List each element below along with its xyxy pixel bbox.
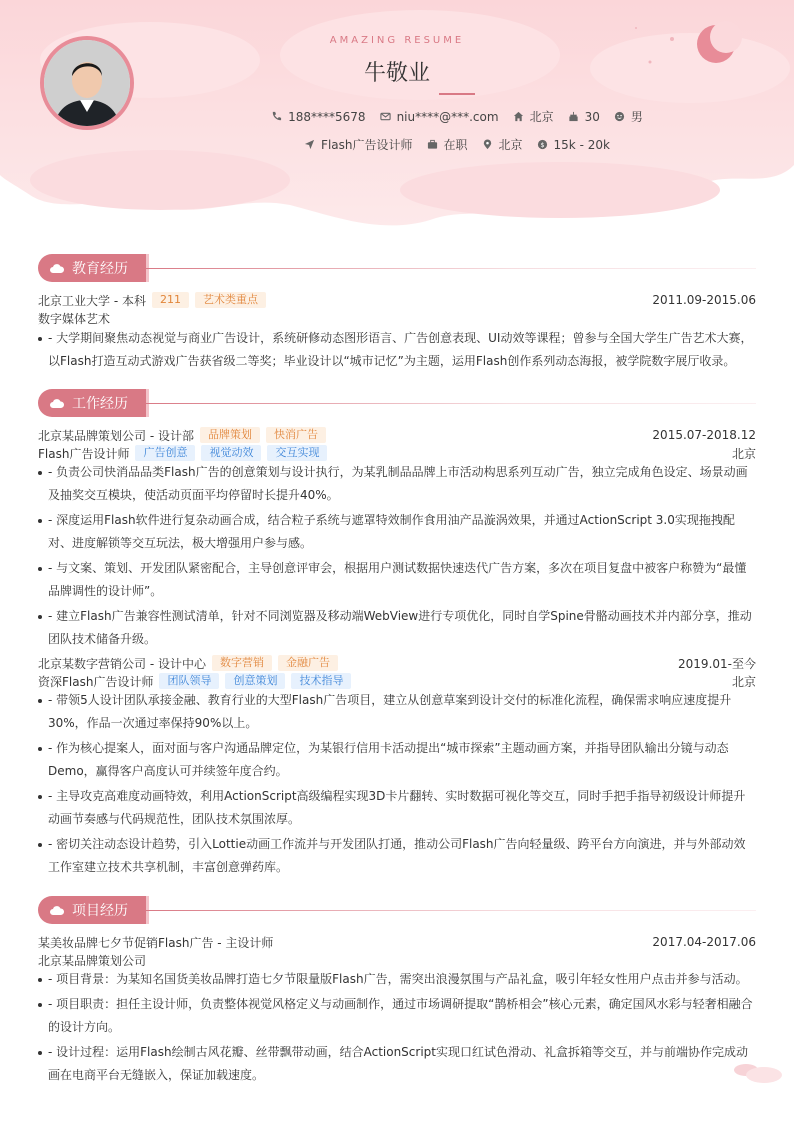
bullet-text: - 深度运用Flash软件进行复杂动画合成，结合粒子系统与遮罩特效制作食用油产品漩涡效果，并通过ActionScript 3.0实现拖拽配对、进度解锁等交互玩法，极大增强用户参与感。 xyxy=(48,513,735,550)
position-text: Flash广告设计师 xyxy=(321,138,413,152)
bullet-text: - 负责公司快消品品类Flash广告的创意策划与设计执行，为某乳制品品牌上市活动构思系列互动广告，独立完成角色设定、场景动画及抽奖交互模块，使活动页面平均停留时长提升40%。 xyxy=(48,465,748,502)
cake-icon xyxy=(568,111,579,122)
list-item xyxy=(38,833,756,879)
major-text: 数字媒体艺术 xyxy=(38,311,111,326)
project-divider xyxy=(146,910,756,911)
cloud-icon xyxy=(50,399,64,408)
bullet-text: - 项目背景：为某知名国货美妆品牌打造七夕节限量版Flash广告，需突出浪漫氛围与产品礼盒，吸引年轻女性用户点击并参与活动。 xyxy=(48,972,748,986)
role-tag: 团队领导 xyxy=(159,673,219,689)
education-divider xyxy=(146,268,756,269)
age-item xyxy=(568,110,600,124)
phone-text: 188****5678 xyxy=(288,109,366,124)
job-intent-row xyxy=(0,136,794,153)
job-bullets xyxy=(38,461,756,653)
salary-text: 15k - 20k xyxy=(553,137,610,152)
education-section-title xyxy=(38,253,146,283)
phone-icon xyxy=(271,111,282,122)
cloud-icon xyxy=(50,906,64,915)
bullet-text: - 建立Flash广告兼容性测试清单，针对不同浏览器及移动端WebView进行专项优化，同时自学Spine骨骼动画技术并内部分享，推动团队技术储备升级。 xyxy=(48,609,752,646)
list-item xyxy=(38,327,756,373)
company-tag: 数字营销 xyxy=(212,655,272,671)
gender-item xyxy=(614,108,643,125)
bullet-text: - 大学期间聚焦动态视觉与商业广告设计，系统研修动态图形语言、广告创意表现、UI动效等课程；曾参与全国大学生广告艺术大赛，以Flash打造互动式游戏广告获省级二等奖；毕业设计以“城市记忆”为主题，运用Flash创作系列动态海报，被学院数字展厅收录。 xyxy=(48,331,753,368)
resume-tagline: AMAZING RESUME xyxy=(329,35,465,46)
role-tag: 技术指导 xyxy=(291,673,351,689)
job-header-row xyxy=(38,654,756,672)
job-role-row xyxy=(38,444,756,462)
email-text: niu****@***.com xyxy=(396,109,499,124)
school-tag: 211 xyxy=(152,292,189,308)
bullet-text: - 密切关注动态设计趋势，引入Lottie动画工作流并与开发团队打通，推动公司Flash广告向轻量级、跨平台方向演进，并与外部动效工作室建立技术共享机制，丰富创意弹药库。 xyxy=(48,837,746,874)
work-section-title xyxy=(38,388,146,418)
project-client-row xyxy=(38,951,756,969)
job-date: 2015.07-2018.12 xyxy=(652,428,756,442)
company-tag: 品牌策划 xyxy=(200,427,260,443)
city-item xyxy=(513,108,554,125)
list-item xyxy=(38,509,756,555)
cloud-icon xyxy=(50,264,64,273)
job-header-row xyxy=(38,426,756,444)
salary-item xyxy=(537,138,610,152)
major-row xyxy=(38,309,756,327)
money-icon xyxy=(537,139,548,150)
education-header-row xyxy=(38,291,756,309)
school-name: 北京工业大学 - 本科 xyxy=(38,293,146,308)
corner-cloud-decoration xyxy=(730,1058,786,1086)
list-item xyxy=(38,1041,756,1087)
send-icon xyxy=(304,139,315,150)
gender-text: 男 xyxy=(630,110,643,124)
target-city-text: 北京 xyxy=(498,138,523,152)
home-icon xyxy=(513,111,524,122)
education-date: 2011.09-2015.06 xyxy=(652,293,756,307)
target-city-item xyxy=(482,136,523,153)
role-tag: 视觉动效 xyxy=(201,445,261,461)
list-item xyxy=(38,689,756,735)
list-item xyxy=(38,605,756,651)
work-title-text: 工作经历 xyxy=(72,396,128,412)
city-text: 北京 xyxy=(529,110,554,124)
project-title-pill xyxy=(38,896,146,924)
email-item xyxy=(380,110,499,124)
school-tag: 艺术类重点 xyxy=(195,292,266,308)
list-item xyxy=(38,993,756,1039)
status-item xyxy=(427,136,468,153)
email-icon xyxy=(380,111,391,122)
role-tag: 广告创意 xyxy=(135,445,195,461)
work-title-pill xyxy=(38,389,146,417)
list-item xyxy=(38,737,756,783)
project-section-title xyxy=(38,895,146,925)
bullet-text: - 设计过程：运用Flash绘制古风花瓣、丝带飘带动画，结合ActionScript实现口红试色滑动、礼盒拆箱等交互，并与前端协作完成动画在电商平台无缝嵌入，保证加载速度。 xyxy=(48,1045,748,1082)
company-name: 北京某数字营销公司 - 设计中心 xyxy=(38,656,206,671)
work-divider xyxy=(146,403,756,404)
briefcase-icon xyxy=(427,139,438,150)
company-tag: 快消广告 xyxy=(266,427,326,443)
project-bullets xyxy=(38,968,756,1089)
education-title-text: 教育经历 xyxy=(72,261,128,277)
bullet-text: - 与文案、策划、开发团队紧密配合，主导创意评审会，根据用户测试数据快速迭代广告方案，多次在项目复盘中被客户称赞为“最懂品牌调性的设计师”。 xyxy=(48,561,747,598)
bullet-text: - 项目职责：担任主设计师，负责整体视觉风格定义与动画制作，通过市场调研提取“鹊桥相会”核心元素，确定国风水彩与轻奢相融合的设计方向。 xyxy=(48,997,753,1034)
bullet-text: - 主导攻克高难度动画特效，利用ActionScript高级编程实现3D卡片翻转、实时数据可视化等交互，同时手把手指导初级设计师提升动画节奏感与代码规范性，团队技术氛围浓厚。 xyxy=(48,789,746,826)
list-item xyxy=(38,968,756,991)
role-tag: 交互实现 xyxy=(267,445,327,461)
bullet-text: - 作为核心提案人，面对面与客户沟通品牌定位，为某银行信用卡活动提出“城市探索”主题动画方案，并指导团队输出分镜与动态Demo，赢得客户高度认可并续签年度合约。 xyxy=(48,741,729,778)
company-name: 北京某品牌策划公司 - 设计部 xyxy=(38,428,194,443)
name-underline xyxy=(439,93,475,95)
project-header-row xyxy=(38,933,756,951)
candidate-name: 牛敬业 xyxy=(363,61,430,86)
list-item xyxy=(38,461,756,507)
face-icon xyxy=(614,111,625,122)
project-title-text: 项目经历 xyxy=(72,903,128,919)
svg-text:$: $ xyxy=(539,140,545,149)
age-text: 30 xyxy=(584,109,600,124)
bullet-text: - 带领5人设计团队承接金融、教育行业的大型Flash广告项目，建立从创意草案到设计交付的标准化流程，确保需求响应速度提升30%，作品一次通过率保持90%以上。 xyxy=(48,693,732,730)
education-title-pill xyxy=(38,254,146,282)
list-item xyxy=(38,557,756,603)
job-location: 北京 xyxy=(731,446,756,461)
project-date: 2017.04-2017.06 xyxy=(652,935,756,949)
job-role: 资深Flash广告设计师 xyxy=(38,674,154,689)
contact-row xyxy=(0,108,794,125)
phone-item xyxy=(271,110,365,124)
project-client: 北京某品牌策划公司 xyxy=(38,953,147,968)
list-item xyxy=(38,785,756,831)
location-pin-icon xyxy=(482,139,493,150)
job-date: 2019.01-至今 xyxy=(678,656,756,671)
job-bullets xyxy=(38,689,756,881)
job-location: 北京 xyxy=(731,674,756,689)
job-role: Flash广告设计师 xyxy=(38,446,130,461)
job-role-row xyxy=(38,672,756,690)
project-name: 某美妆品牌七夕节促销Flash广告 - 主设计师 xyxy=(38,935,274,950)
position-item xyxy=(304,136,412,153)
status-text: 在职 xyxy=(443,138,468,152)
role-tag: 创意策划 xyxy=(225,673,285,689)
company-tag: 金融广告 xyxy=(278,655,338,671)
education-bullets xyxy=(38,327,756,375)
